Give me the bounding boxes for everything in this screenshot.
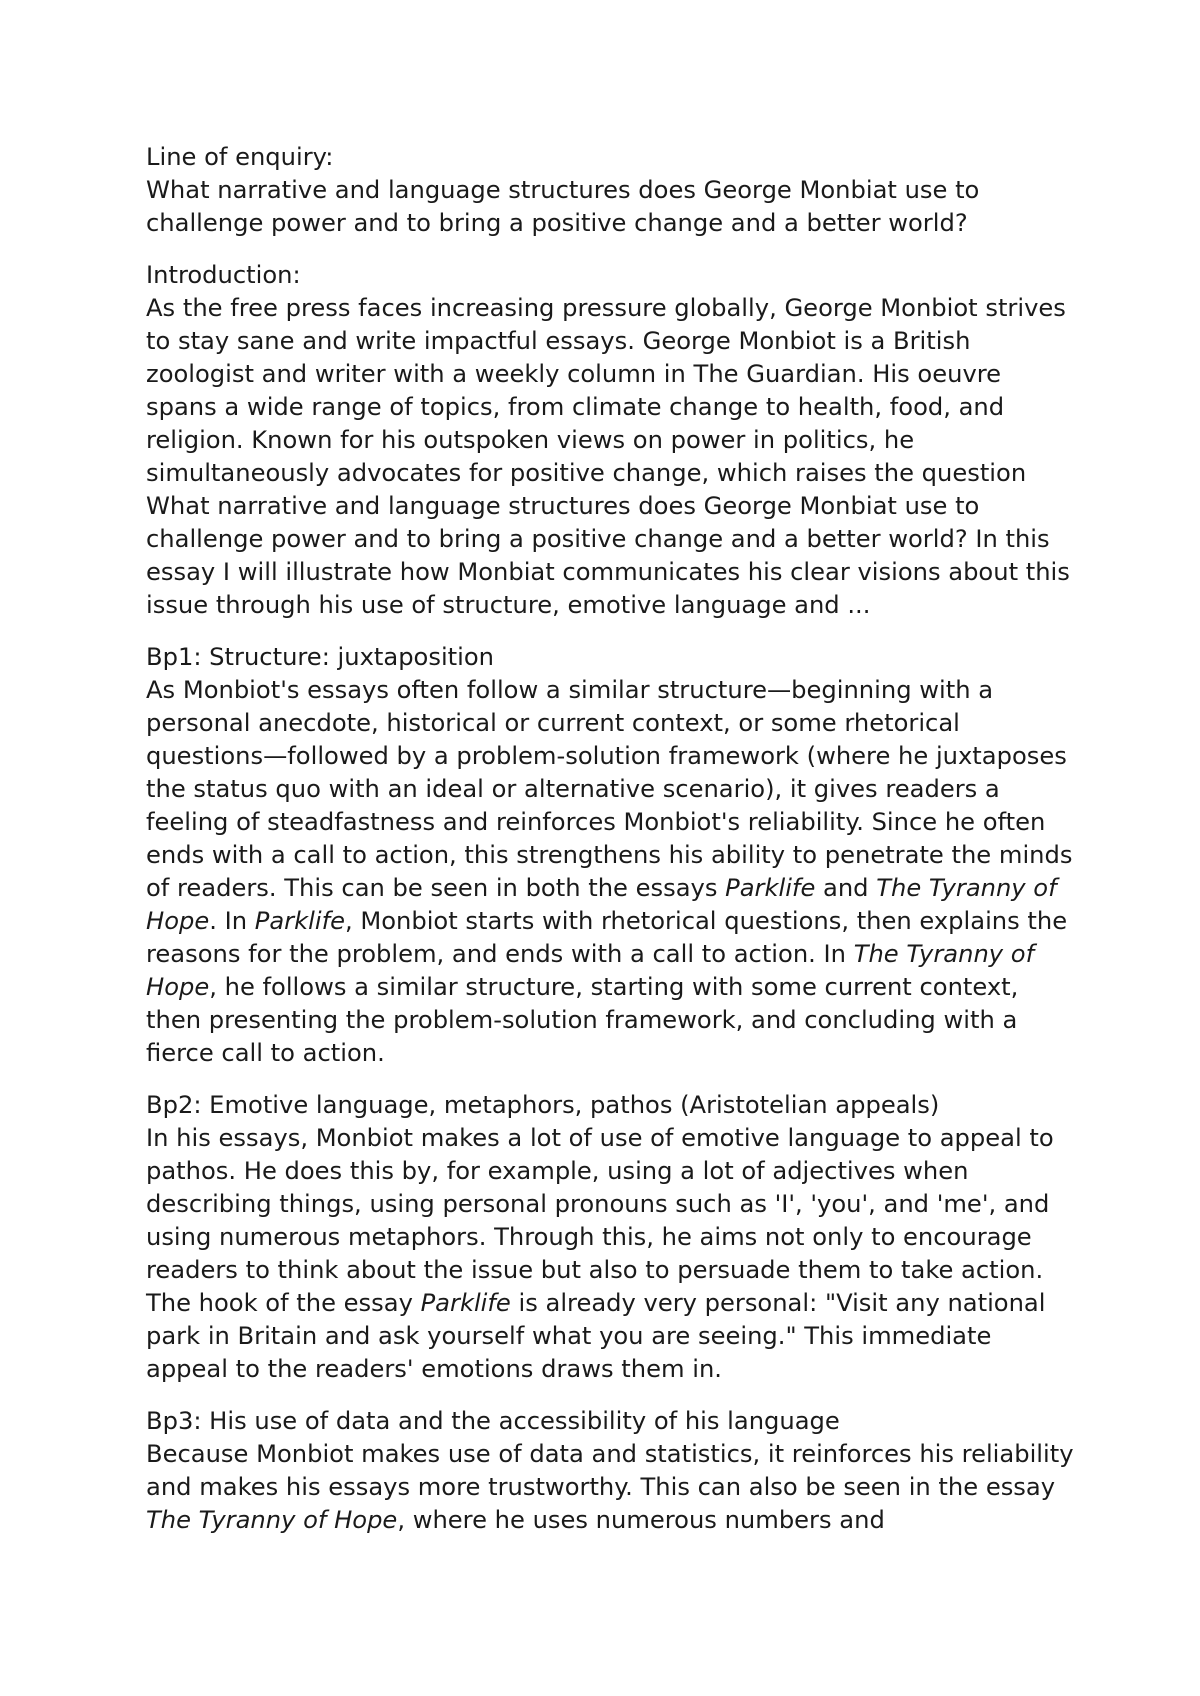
introduction-text: As the free press faces increasing pressure globally, George Monbiot strives to stay sane and write impactful essays. George Monbiot is a British zoologist and writer with a weekly column in The Guardian. His oeuvre spans a wide range of topics, from climate change to health, food, and religion. Known for his outspoken views on power in politics, he simultaneously advocates for positive change, which raises the question What narrative and language structures does George Monbiat use to challenge power and to bring a positive change and a better world? In this essay I will illustrate how Monbiat communicates his clear visions about this issue through his use of structure, emotive language and ... bbox=[146, 294, 1070, 619]
bp1-text-part: , he follows a similar structure, starting with some current context, then presenting the problem-solution framework, and concluding with a fierce call to action. bbox=[146, 973, 1019, 1067]
bp1-paragraph bbox=[146, 674, 1076, 1070]
essay-title-tyranny-of-hope: The Tyranny of Hope bbox=[146, 874, 1057, 935]
bp3-text-part: Because Monbiot makes use of data and statistics, it reinforces his reliability and makes his essays more trustworthy. This can also be seen in the essay bbox=[146, 1440, 1074, 1501]
bp1-text-part: and bbox=[815, 874, 877, 902]
bp1-text-part: . In bbox=[209, 907, 255, 935]
bp1-heading: Bp1: Structure: juxtaposition bbox=[146, 643, 495, 671]
line-of-enquiry-section bbox=[146, 141, 1076, 240]
bp2-text-part: is already very personal: "Visit any national park in Britain and ask yourself what you are seeing." This immediate appeal to the readers' emotions draws them in. bbox=[146, 1289, 1046, 1383]
bp2-paragraph bbox=[146, 1122, 1076, 1386]
essay-title-tyranny-of-hope: The Tyranny of Hope bbox=[146, 940, 1035, 1001]
bp1-text-part: As Monbiot's essays often follow a similar structure—beginning with a personal anecdote, historical or current context, or some rhetorical questions—followed by a problem-solution framework (where he juxtaposes the status quo with an ideal or alternative scenario), it gives readers a feeling of steadfastness and reinforces Monbiot's reliability. Since he often ends with a call to action, this strengthens his ability to penetrate the minds of readers. This can be seen in both the essays bbox=[146, 676, 1073, 902]
introduction-heading: Introduction: bbox=[146, 261, 301, 289]
essay-title-parklife: Parklife bbox=[725, 874, 816, 902]
line-of-enquiry-heading: Line of enquiry: bbox=[146, 143, 334, 171]
essay-title-tyranny-of-hope: The Tyranny of Hope bbox=[146, 1506, 398, 1534]
introduction-section bbox=[146, 259, 1076, 622]
essay-title-parklife: Parklife bbox=[254, 907, 345, 935]
document-page bbox=[146, 141, 1076, 1556]
bp2-heading: Bp2: Emotive language, metaphors, pathos (Aristotelian appeals) bbox=[146, 1091, 940, 1119]
bp3-heading: Bp3: His use of data and the accessibility of his language bbox=[146, 1407, 840, 1435]
bp1-text-part: , Monbiot starts with rhetorical questions, then explains the reasons for the problem, and ends with a call to action. In bbox=[146, 907, 1068, 968]
bp3-section bbox=[146, 1405, 1076, 1537]
essay-title-parklife: Parklife bbox=[420, 1289, 511, 1317]
bp2-section bbox=[146, 1089, 1076, 1386]
bp3-text-part: , where he uses numerous numbers and bbox=[397, 1506, 885, 1534]
bp3-paragraph bbox=[146, 1438, 1076, 1537]
bp1-section bbox=[146, 641, 1076, 1070]
bp2-text-part: In his essays, Monbiot makes a lot of use of emotive language to appeal to pathos. He does this by, for example, using a lot of adjectives when describing things, using personal pronouns such as 'I', 'you', and 'me', and using numerous metaphors. Through this, he aims not only to encourage readers to think about the issue but also to persuade them to take action. The hook of the essay bbox=[146, 1124, 1054, 1317]
line-of-enquiry-text: What narrative and language structures does George Monbiat use to challenge power and to bring a positive change and a better world? bbox=[146, 176, 980, 237]
